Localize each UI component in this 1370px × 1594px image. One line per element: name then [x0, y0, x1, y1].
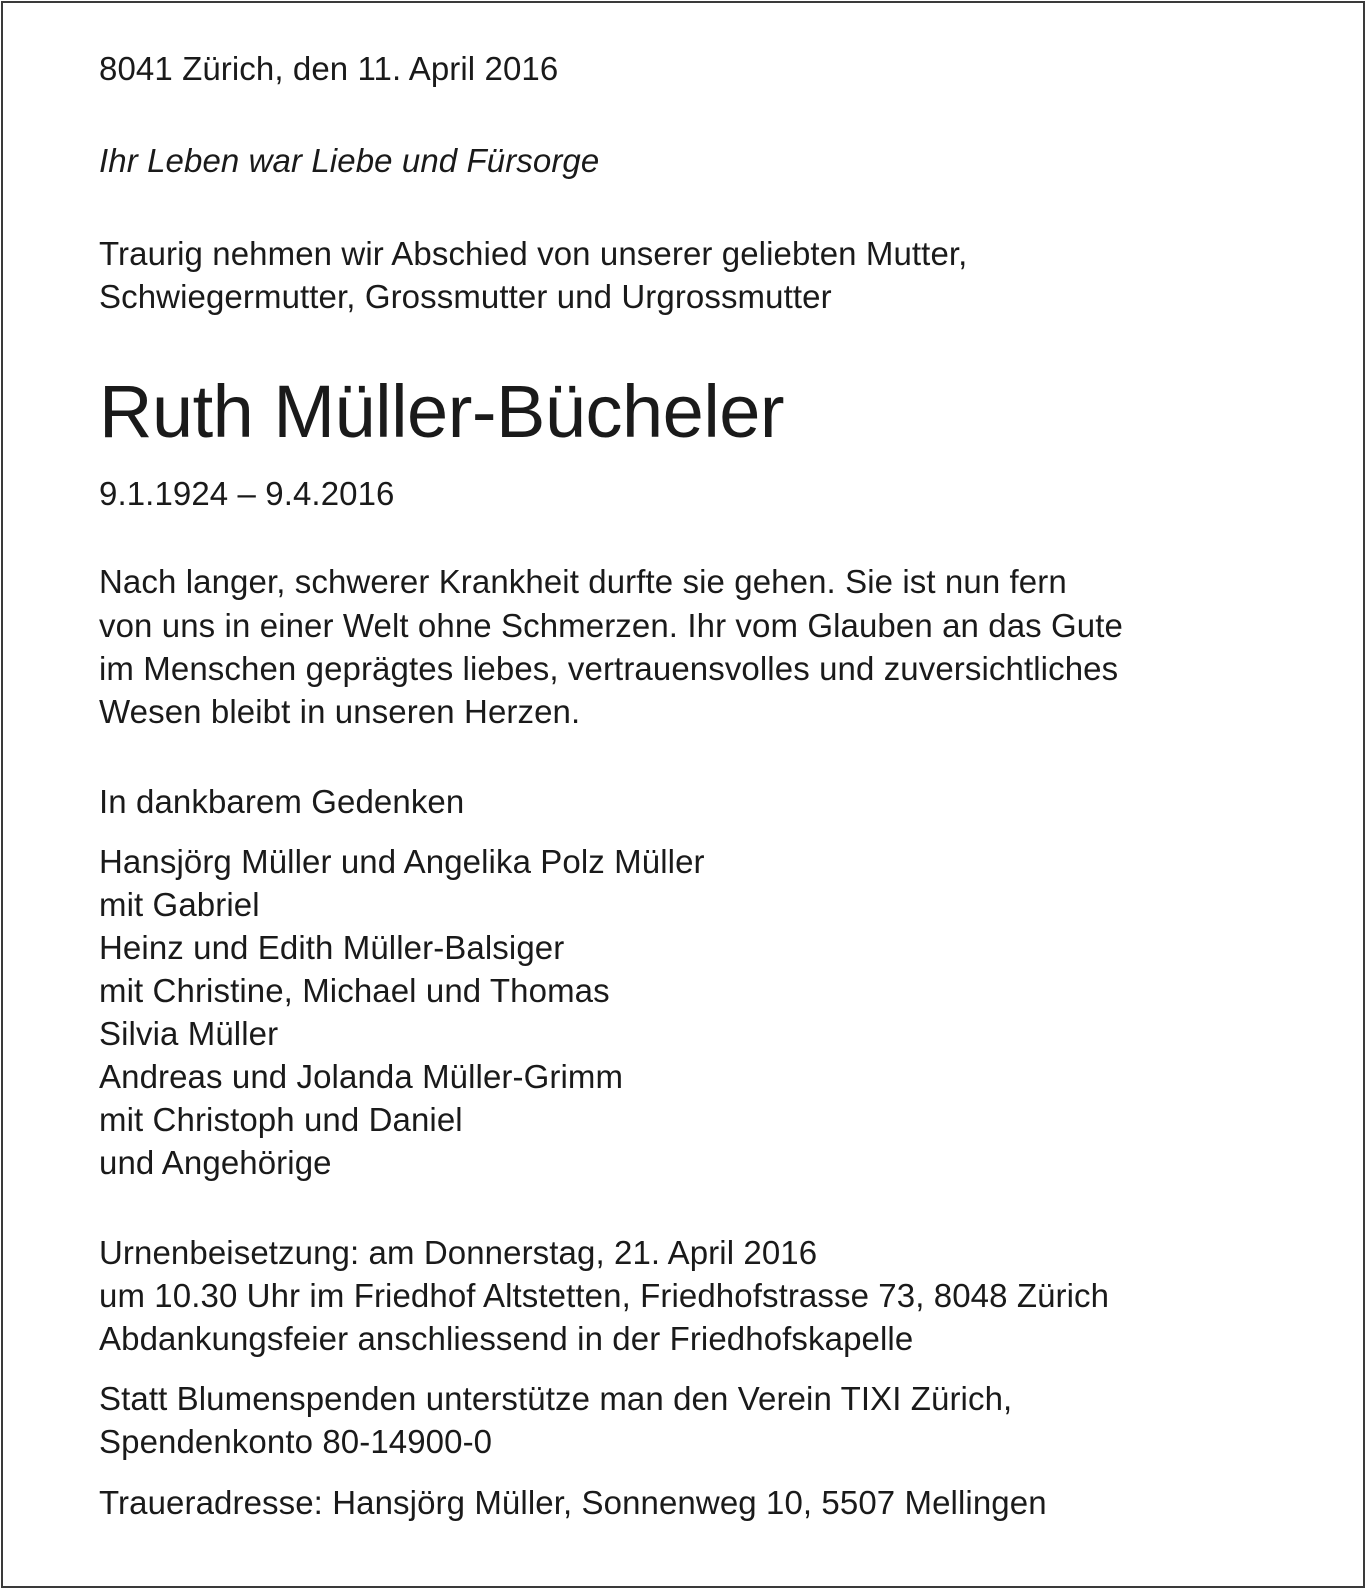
message-line: Wesen bleibt in unseren Herzen.	[99, 693, 581, 730]
mourner-line: mit Christine, Michael und Thomas	[99, 972, 610, 1009]
ceremony-line: Urnenbeisetzung: am Donnerstag, 21. April 2016	[99, 1234, 818, 1271]
mourner-line: mit Gabriel	[99, 886, 260, 923]
mourner-line: Silvia Müller	[99, 1015, 279, 1052]
mourner-line: Andreas und Jolanda Müller-Grimm	[99, 1058, 624, 1095]
mourner-line: mit Christoph und Daniel	[99, 1101, 463, 1138]
ceremony-line: Abdankungsfeier anschliessend in der Friedhofskapelle	[99, 1320, 914, 1357]
message-line: im Menschen geprägtes liebes, vertrauensvolles und zuversichtliches	[99, 650, 1119, 687]
mourning-address: Traueradresse: Hansjörg Müller, Sonnenweg 10, 5507 Mellingen	[99, 1484, 1047, 1521]
motto: Ihr Leben war Liebe und Fürsorge	[99, 142, 600, 179]
place-date: 8041 Zürich, den 11. April 2016	[99, 50, 559, 87]
mourner-line: Heinz und Edith Müller-Balsiger	[99, 929, 565, 966]
message-line: Nach langer, schwerer Krankheit durfte sie gehen. Sie ist nun fern	[99, 563, 1067, 600]
intro-line: Traurig nehmen wir Abschied von unserer geliebten Mutter,	[99, 235, 968, 272]
mourner-line: Hansjörg Müller und Angelika Polz Müller	[99, 843, 705, 880]
life-dates: 9.1.1924 – 9.4.2016	[99, 475, 395, 512]
remembrance: In dankbarem Gedenken	[99, 783, 465, 820]
mourner-line: und Angehörige	[99, 1144, 332, 1181]
ceremony-line: um 10.30 Uhr im Friedhof Altstetten, Friedhofstrasse 73, 8048 Zürich	[99, 1277, 1110, 1314]
donation-line: Spendenkonto 80-14900-0	[99, 1423, 493, 1460]
deceased-name: Ruth Müller-Bücheler	[99, 370, 785, 453]
donation-line: Statt Blumenspenden unterstütze man den Verein TIXI Zürich,	[99, 1380, 1013, 1417]
message-line: von uns in einer Welt ohne Schmerzen. Ihr vom Glauben an das Gute	[99, 607, 1123, 644]
intro-line: Schwiegermutter, Grossmutter und Urgrossmutter	[99, 278, 832, 315]
